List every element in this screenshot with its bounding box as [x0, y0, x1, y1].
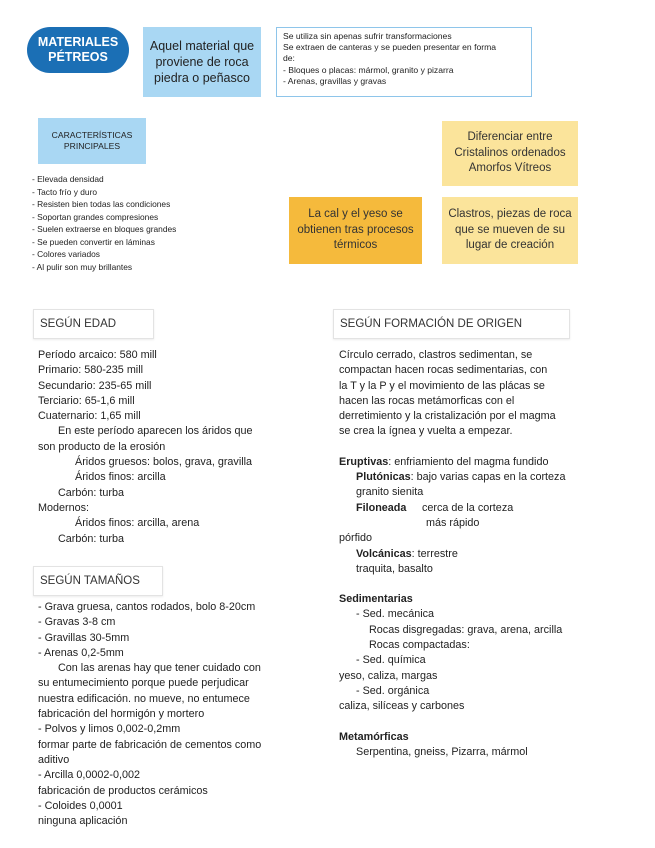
note-line: La cal y el yeso se — [308, 208, 403, 221]
characteristics-heading-line-1: CARACTERÍSTICAS — [51, 130, 133, 140]
note-line: obtienen tras procesos — [297, 223, 414, 236]
edad-line: Áridos finos: arcilla — [75, 471, 166, 484]
tamanos-line: fabricación de productos cerámicos — [38, 784, 208, 797]
note-line: Diferenciar entre — [467, 131, 553, 144]
tamanos-line: su entumecimiento porque puede perjudicar — [38, 677, 249, 690]
characteristic-item: - Se pueden convertir en láminas — [32, 236, 155, 247]
tamanos-line: - Gravillas 30-5mm — [38, 631, 130, 644]
tamanos-line: - Gravas 3-8 cm — [38, 616, 116, 629]
eruptivas-label: Eruptivas — [339, 455, 389, 468]
edad-line: Carbón: turba — [58, 486, 125, 499]
title-badge — [27, 27, 129, 73]
edad-line: Primario: 580-235 mill — [38, 364, 144, 377]
sedimentarias-line: Rocas disgregadas: grava, arena, arcilla — [369, 623, 563, 636]
plutonicas-label: Plutónicas — [356, 471, 411, 484]
title-line-2: PÉTREOS — [48, 50, 108, 64]
edad-content — [38, 348, 308, 547]
filoneada-example: pórfido — [339, 532, 373, 545]
characteristics-heading — [38, 118, 146, 164]
definition-text: Aquel material que proviene de roca piedra o peñasco — [149, 39, 255, 85]
formacion-intro-line: se crea la ígnea y vuelta a empezar. — [339, 425, 513, 438]
title-line-1: MATERIALES — [37, 35, 119, 49]
edad-line: son producto de la erosión — [38, 440, 166, 453]
characteristic-item: - Colores variados — [32, 249, 100, 259]
plutonicas-example: granito sienita — [356, 486, 424, 499]
eruptivas-desc: : enfriamiento del magma fundido — [388, 455, 549, 468]
plutonicas-line — [339, 470, 619, 485]
filoneada-desc-2: más rápido — [426, 516, 480, 529]
volcanicas-example: traquita, basalto — [356, 562, 433, 575]
tamanos-line: nuestra edificación. no mueve, no entumece — [38, 692, 250, 705]
edad-line: Cuaternario: 1,65 mill — [38, 410, 141, 423]
section-heading-edad: SEGÚN EDAD — [33, 309, 154, 339]
edad-line: Áridos gruesos: bolos, grava, gravilla — [75, 456, 253, 469]
note-line: que se mueven de su — [455, 223, 565, 236]
tamanos-line: Con las arenas hay que tener cuidado con — [58, 662, 261, 675]
sticky-note-differentiate — [442, 121, 578, 186]
edad-line: Período arcaico: 580 mill — [38, 349, 157, 361]
tamanos-content — [38, 600, 310, 829]
characteristic-item: - Resisten bien todas las condiciones — [32, 199, 171, 209]
edad-line: Áridos finos: arcilla, arena — [75, 517, 200, 530]
sedimentarias-line: yeso, caliza, margas — [339, 669, 438, 682]
tamanos-line: - Arenas 0,2-5mm — [38, 646, 124, 659]
tamanos-line: - Coloides 0,0001 — [38, 799, 123, 812]
sedimentarias-label: Sedimentarias — [339, 593, 413, 606]
metamorficas-line: Serpentina, gneiss, Pizarra, mármol — [356, 745, 528, 758]
sedimentarias-line: - Sed. orgánica — [356, 684, 430, 697]
section-heading-tamanos: SEGÚN TAMAÑOS — [33, 566, 163, 596]
edad-line: En este período aparecen los áridos que — [58, 425, 253, 438]
filoneada-desc-1: cerca de la corteza — [422, 501, 514, 514]
formacion-intro-line: hacen las rocas metámorficas con el — [339, 394, 515, 407]
characteristic-item: - Tacto frío y duro — [32, 186, 98, 197]
section-heading-formacion: SEGÚN FORMACIÓN DE ORIGEN — [333, 309, 570, 339]
filoneada-label: Filoneada — [356, 501, 407, 514]
characteristic-item: - Suelen extraerse en bloques grandes — [32, 224, 177, 234]
uses-line: de: — [283, 53, 295, 64]
tamanos-line: aditivo — [38, 753, 70, 766]
sedimentarias-line: - Sed. mecánica — [356, 608, 435, 621]
formacion-content — [339, 348, 619, 760]
note-line: térmicos — [333, 239, 378, 252]
note-line: Amorfos Vítreos — [468, 162, 552, 175]
characteristic-item: - Elevada densidad — [32, 174, 104, 184]
sedimentarias-line: - Sed. química — [356, 654, 426, 667]
tamanos-line: fabricación del hormigón y mortero — [38, 708, 205, 721]
volcanicas-line — [339, 547, 619, 562]
formacion-intro-line: derretimiento y la cristalización por el magma — [339, 410, 556, 423]
metamorficas-label: Metamórficas — [339, 730, 409, 743]
characteristics-heading-line-2: PRINCIPALES — [63, 141, 121, 151]
eruptivas-line — [339, 455, 619, 470]
note-line: lugar de creación — [465, 239, 555, 252]
sticky-note-cal-yeso — [289, 197, 422, 264]
tamanos-line: - Grava gruesa, cantos rodados, bolo 8-20cm — [38, 601, 256, 613]
tamanos-line: - Arcilla 0,0002-0,002 — [38, 769, 141, 782]
tamanos-line: formar parte de fabricación de cementos como — [38, 738, 262, 751]
formacion-intro-line: la T y la P y el movimiento de las plácas se — [339, 379, 545, 392]
sedimentarias-line: Rocas compactadas: — [369, 639, 470, 652]
uses-box — [276, 27, 532, 97]
formacion-intro-line: Círculo cerrado, clastros sedimentan, se — [339, 349, 533, 361]
filoneada-line — [339, 501, 619, 516]
uses-line: Se utiliza sin apenas sufrir transformaciones — [283, 31, 452, 41]
note-line: Cristalinos ordenados — [454, 146, 566, 159]
characteristic-item: - Soportan grandes compresiones — [32, 211, 159, 222]
characteristics-list — [32, 173, 262, 273]
definition-box — [143, 27, 261, 97]
sedimentarias-line: caliza, silíceas y carbones — [339, 700, 465, 713]
characteristic-item: - Al pulir son muy brillantes — [32, 261, 133, 272]
plutonicas-desc: : bajo varias capas en la corteza — [410, 471, 566, 484]
formacion-intro-line: compactan hacen rocas sedimentarias, con — [339, 364, 548, 377]
tamanos-line: - Polvos y limos 0,002-0,2mm — [38, 723, 181, 736]
edad-line: Modernos: — [38, 501, 90, 514]
edad-line: Terciario: 65-1,6 mill — [38, 394, 135, 407]
note-line: Clastros, piezas de roca — [448, 208, 572, 221]
uses-line: Se extraen de canteras y se pueden presentar en forma — [283, 42, 497, 53]
volcanicas-desc: : terrestre — [411, 547, 458, 560]
edad-line: Secundario: 235-65 mill — [38, 379, 152, 392]
tamanos-line: ninguna aplicación — [38, 815, 128, 828]
uses-line: - Arenas, gravillas y gravas — [283, 75, 387, 86]
volcanicas-label: Volcánicas — [356, 547, 412, 560]
sticky-note-clastros — [442, 197, 578, 264]
edad-line: Carbón: turba — [58, 532, 125, 545]
uses-line: - Bloques o placas: mármol, granito y pizarra — [283, 64, 454, 75]
